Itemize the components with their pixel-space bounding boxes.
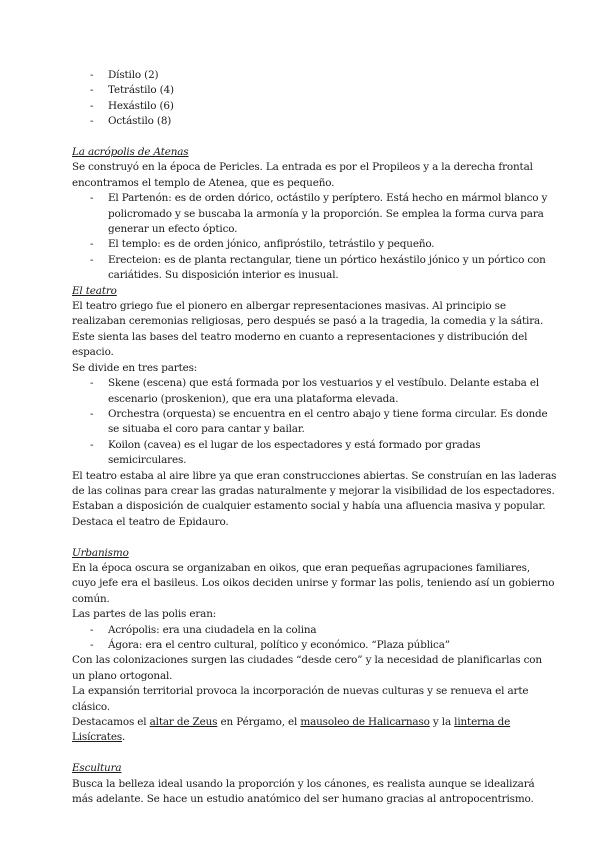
list-item: - Dístilo (2) [72, 68, 524, 83]
paragraph-line: Con las colonizaciones surgen las ciudades “desde cero” y la necesidad de planificarlas con [72, 654, 542, 667]
link-altar-de-zeus[interactable]: altar de Zeus [149, 716, 218, 729]
document-page [72, 68, 557, 807]
paragraph-line: realizaban ceremonias religiosas, pero después se pasó a la tragedia, la comedia y la sátira. [72, 315, 544, 328]
paragraph-line: Las partes de las polis eran: [72, 608, 217, 621]
link-linterna-de-lisicrates-cont[interactable]: Lisícrates [72, 731, 123, 744]
paragraph-line: El teatro estaba al aire libre ya que eran construcciones abiertas. Se construían en las laderas [72, 469, 557, 482]
list-item: - Acrópolis: era una ciudadela en la colina [72, 623, 524, 638]
list-item-continuation: escenario (proskenion), que era una plataforma elevada. [108, 392, 399, 405]
list-item: - Octástilo (8) [72, 114, 524, 129]
list-item-continuation: cariátides. Su disposición interior es inusual. [108, 269, 339, 282]
text-run: Destacamos el [72, 716, 150, 729]
list-item-continuation: policromado y se buscaba la armonía y la proporción. Se emplea la forma curva para [108, 207, 544, 220]
paragraph-line: común. [72, 592, 110, 605]
text-run: . [122, 731, 126, 744]
link-mausoleo-de-halicarnaso[interactable]: mausoleo de Halicarnaso [300, 716, 430, 729]
paragraph-line: En la época oscura se organizaban en oikos, que eran pequeñas agrupaciones familiares, [72, 561, 530, 574]
paragraph-line: Se divide en tres partes: [72, 361, 198, 374]
section-title-teatro: El teatro [72, 284, 117, 297]
paragraph-line: Este sienta las bases del teatro moderno en cuanto a representaciones y distribución del [72, 330, 528, 343]
paragraph-line: espacio. [72, 346, 114, 359]
list-item: - Tetrástilo (4) [72, 83, 524, 98]
paragraph-line: Estaban a disposición de cualquier estamento social y había una afluencia masiva y popular. [72, 500, 546, 513]
list-item: - Skene (escena) que está formada por los vestuarios y el vestíbulo. Delante estaba el [72, 376, 524, 391]
list-item-continuation: semicirculares. [108, 454, 187, 467]
section-title-urbanismo: Urbanismo [72, 546, 129, 559]
list-item: - Koilon (cavea) es el lugar de los espectadores y está formado por gradas [72, 438, 524, 453]
link-linterna-de-lisicrates[interactable]: linterna de [454, 716, 511, 729]
list-item: - El Partenón: es de orden dórico, octástilo y períptero. Está hecho en mármol blanco y [72, 191, 524, 206]
list-item: - Ágora: era el centro cultural, político y económico. “Plaza pública” [72, 638, 524, 653]
section-title-acropolis: La acrópolis de Atenas [72, 146, 189, 159]
list-item-continuation: se situaba el coro para cantar y bailar. [108, 423, 305, 436]
paragraph-line: Destaca el teatro de Epidauro. [72, 515, 229, 528]
paragraph-line: un plano ortogonal. [72, 669, 173, 682]
paragraph-line [72, 715, 524, 730]
section-title-escultura: Escultura [72, 762, 122, 775]
list-item-continuation: generar un efecto óptico. [108, 223, 238, 236]
list-item: - Orchestra (orquesta) se encuentra en el centro abajo y tiene forma circular. Es donde [72, 407, 524, 422]
list-item: - Hexástilo (6) [72, 99, 524, 114]
text-run: en Pérgamo, el [217, 716, 301, 729]
paragraph-line: El teatro griego fue el pionero en albergar representaciones masivas. Al principio se [72, 300, 506, 313]
paragraph-line: de las colinas para crear las gradas naturalmente y mejorar la visibilidad de los espectadores. [72, 484, 555, 497]
list-item: - El templo: es de orden jónico, anfipróstilo, tetrástilo y pequeño. [72, 237, 524, 252]
paragraph-line: encontramos el templo de Atenea, que es pequeño. [72, 176, 335, 189]
list-item: - Erecteion: es de planta rectangular, tiene un pórtico hexástilo jónico y un pórtico con [72, 253, 524, 268]
paragraph-line: cuyo jefe era el basileus. Los oikos deciden unirse y formar las polis, teniendo así un gobierno [72, 577, 555, 590]
paragraph-line: Se construyó en la época de Pericles. La entrada es por el Propileos y a la derecha frontal [72, 161, 533, 174]
text-run: y la [429, 716, 455, 729]
paragraph-line: más adelante. Se hace un estudio anatómico del ser humano gracias al antropocentrismo. [72, 793, 534, 806]
paragraph-line [72, 730, 524, 745]
paragraph-line: La expansión territorial provoca la incorporación de nuevas culturas y se renueva el arte [72, 685, 529, 698]
paragraph-line: Busca la belleza ideal usando la proporción y los cánones, es realista aunque se idealizará [72, 777, 535, 790]
paragraph-line: clásico. [72, 700, 110, 713]
